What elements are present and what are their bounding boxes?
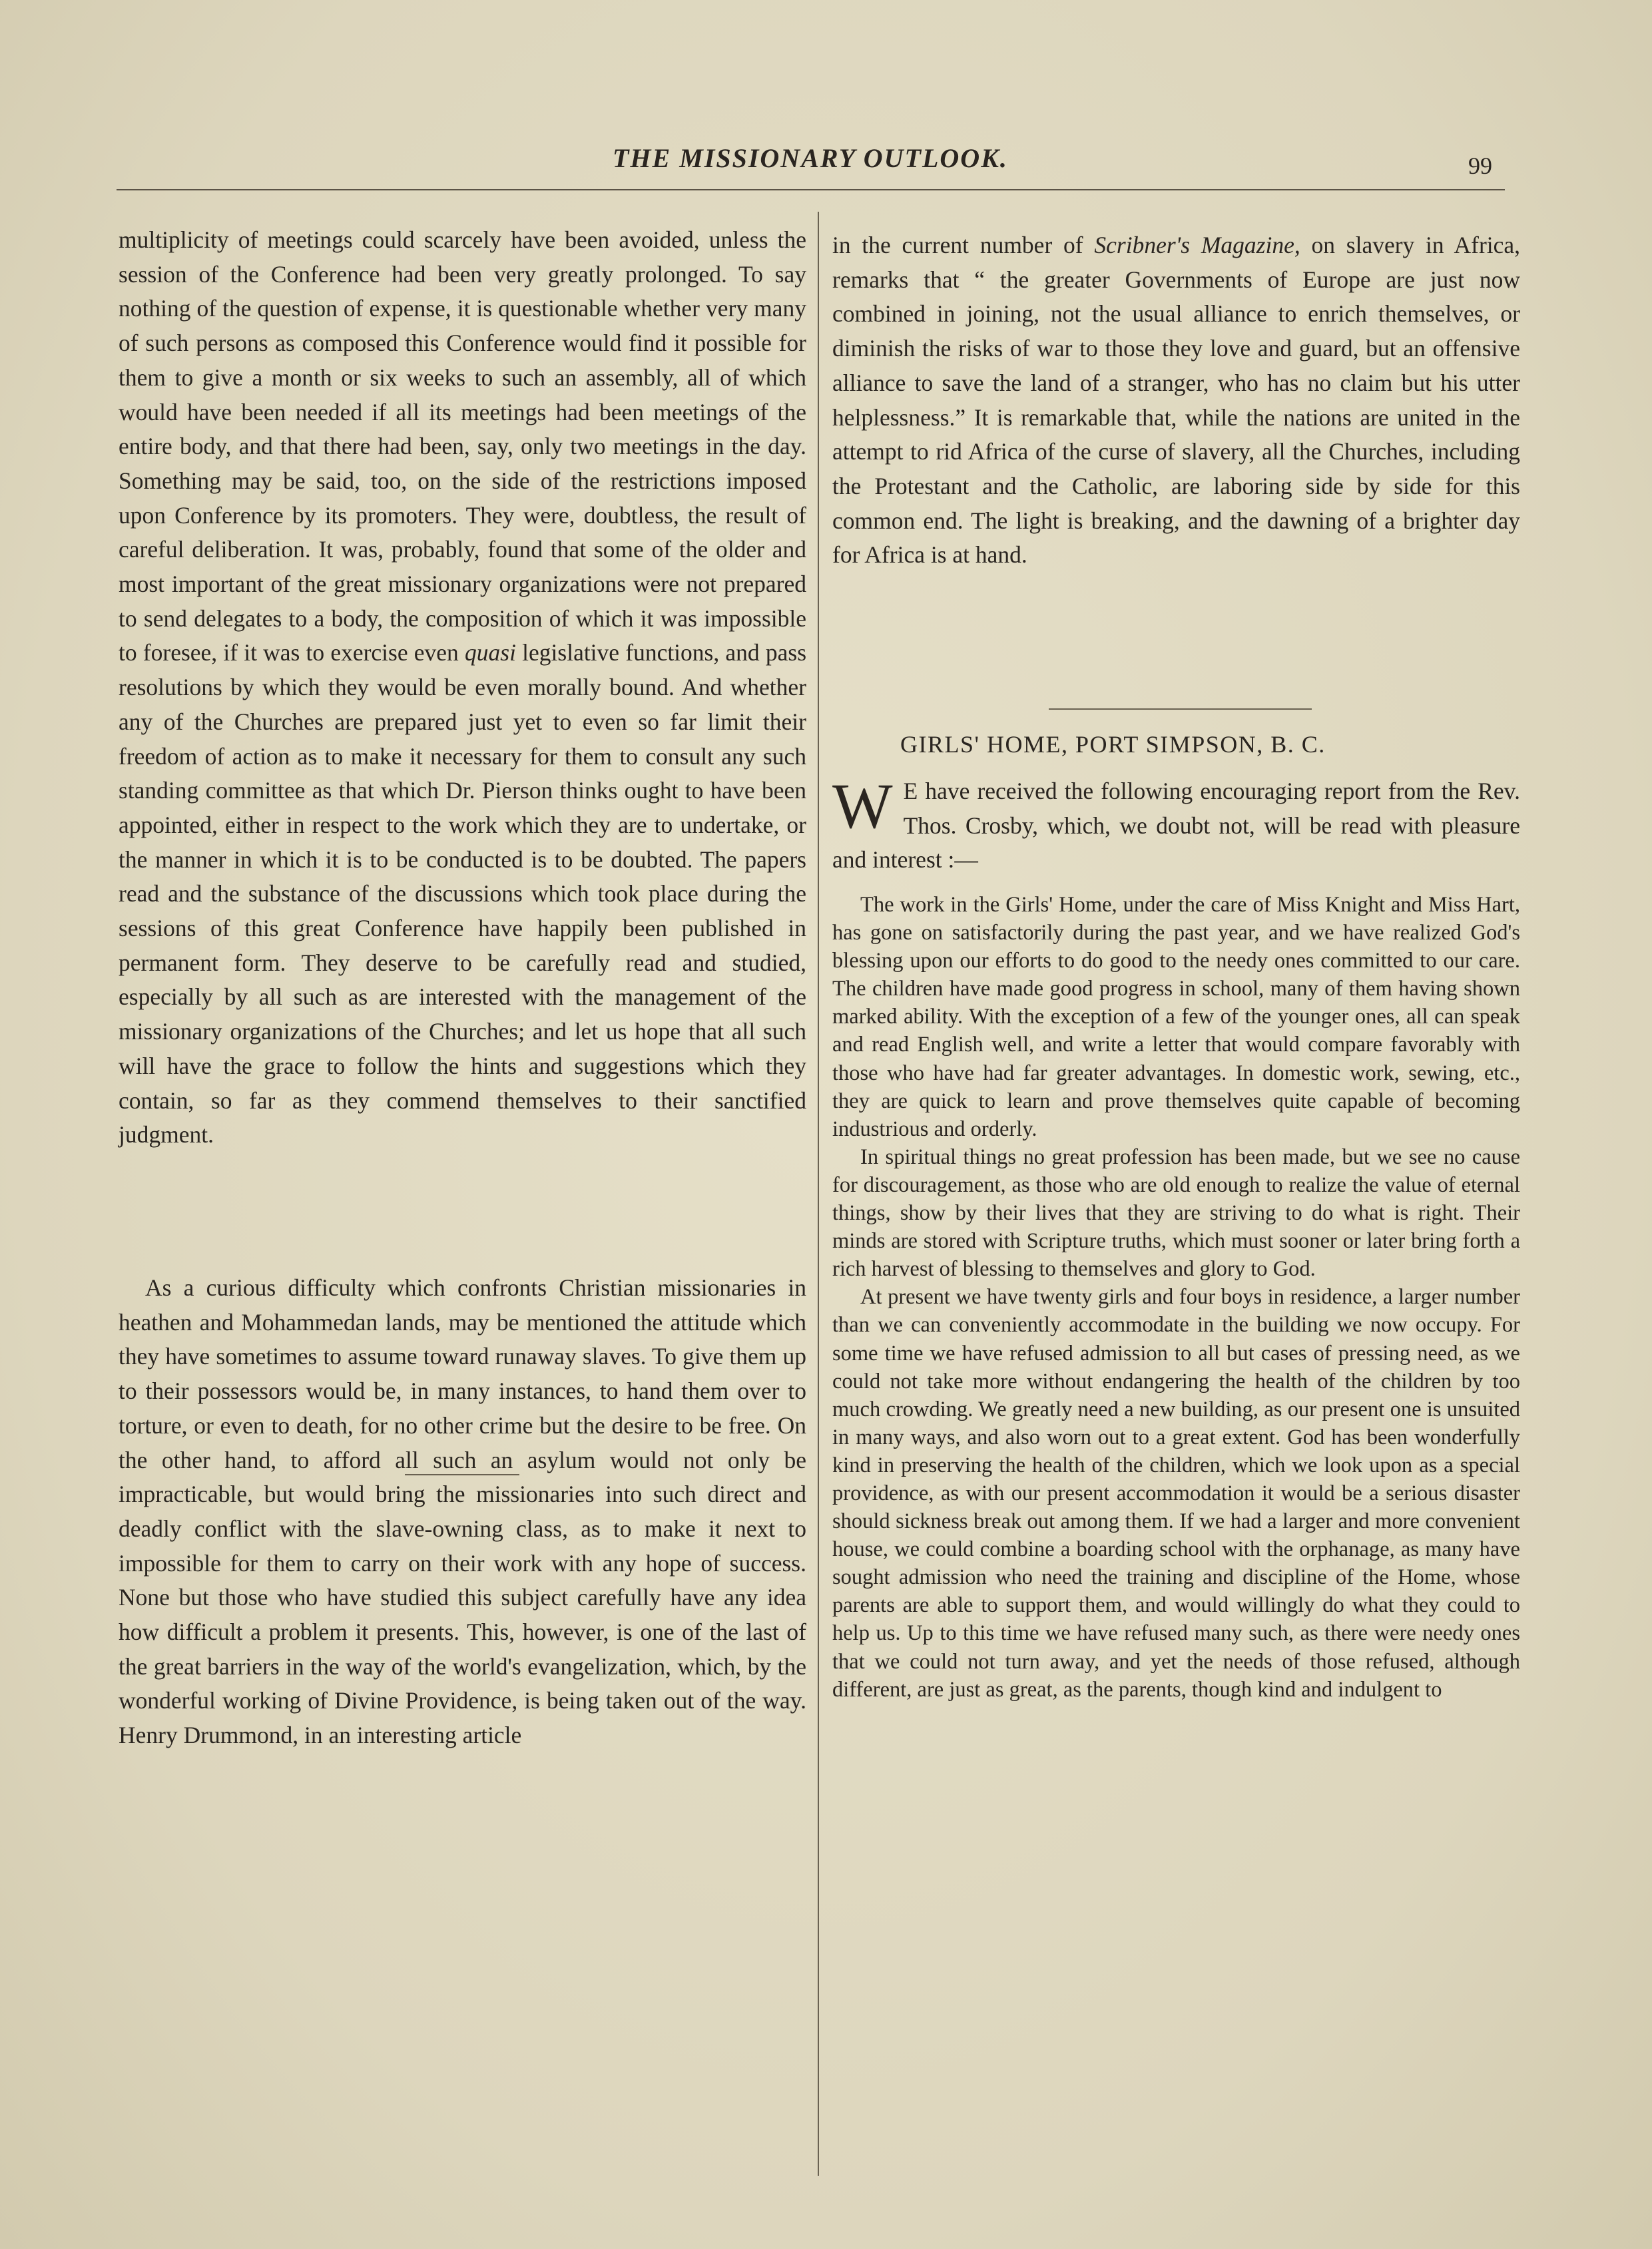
right-column-continuation: [832, 228, 1520, 573]
report-paragraph: In spiritual things no great profession has been made, but we see no cause for discouragement, as those who are old enough to realize the value of eternal things, show by their lives that they are striving to do what is right. Their minds are stored with Scripture truths, which must sooner or later bring forth a rich harvest of blessing to themselves and glory to God.: [832, 1144, 1520, 1282]
conference-paragraph: [119, 223, 806, 1152]
running-head-title: THE MISSIONARY OUTLOOK.: [613, 143, 1008, 173]
section-separator-left: [405, 1474, 519, 1475]
dropcap-letter: W: [832, 770, 893, 842]
intro-paragraph: [832, 770, 1520, 877]
continuation-text-end: on slavery in Africa, remarks that “ the greater Governments of Europe are just now combined in joining, not the usual alliance to enrich themselves, or diminish the risks of war to those they love and guard, but an offensive alliance to save the land of a stranger, who has no claim but his utter helplessness.” It is remarkable that, while the nations are united in the attempt to rid Africa of the curse of slavery, all the Churches, including the Protestant and the Catholic, are laboring side by side for this common end. The light is breaking, and the dawning of a brighter day for Africa is at hand.: [832, 232, 1521, 569]
slavery-continuation-paragraph: [832, 228, 1520, 573]
report-intro: [832, 770, 1520, 877]
section-separator-right: [1049, 708, 1312, 710]
page-number: 99: [1468, 152, 1492, 179]
intro-text: E have received the following encouraging report from the Rev. Thos. Crosby, which, we doubt not, will be read with pleasure and interest :—: [832, 778, 1520, 874]
column-divider: [818, 212, 819, 2176]
slavery-paragraph: As a curious difficulty which confronts Christian missionaries in heathen and Mohammedan lands, may be mentioned the attitude which they have sometimes to assume toward runaway slaves. To give them up to their possessors would be, in many instances, to hand them over to torture, or even to death, for no other crime but the desire to be free. On the other hand, to afford all such an asylum would not only be impracticable, but would bring the missionaries into such direct and deadly conflict with the slave-owning class, as to make it next to impossible for them to carry on their work with any hope of success. None but those who have studied this subject carefully have any idea how difficult a problem it presents. This, however, is one of the last of the great barriers in the way of the world's evangelization, which, by the wonderful working of Divine Providence, is being taken out of the way. Henry Drummond, in an interesting article: [119, 1274, 806, 1749]
report-paragraph: At present we have twenty girls and four boys in residence, a larger number than we can conveniently accommodate in the building we now occupy. For some time we have refused admission to all but cases of pressing need, as we could not take more without endangering the health of the children by too much crowding. We greatly need a new building, as our present one is unsuited in many ways, and also worn out to a great extent. God has been wonderfully kind in preserving the health of the children, which we look upon as a special providence, as with our present accommodation it would be a serious disaster should sickness break out among them. If we had a larger and more convenient house, we could combine a boarding school with the orphanage, as many have sought admission who need the training and discipline of the Home, whose parents are able to support them, and would willingly do what they could to help us. Up to this time we have refused many such, as there were needy ones that we could not turn away, and yet the needs of those refused, although different, are just as great, as the parents, though kind and indulgent to: [832, 1285, 1520, 1702]
italic-quasi: quasi: [465, 639, 516, 666]
report-body: [832, 891, 1520, 1704]
italic-magazine-title: Scribner's Magazine,: [1094, 232, 1300, 258]
header-rule: [117, 189, 1505, 190]
continuation-text-start: in the current number of: [832, 232, 1083, 258]
girls-home-heading: GIRLS' HOME, PORT SIMPSON, B. C.: [900, 731, 1326, 758]
left-column: [119, 223, 806, 1753]
conference-text-end: legislative functions, and pass resolutions by which they would be even morally bound. And whether any of the Churches are prepared just yet to even so far limit their freedom of action as to make it necessary for them to consult any such standing committee as that which Dr. Pierson thinks ought to have been appointed, either in respect to the work which they are to undertake, or the manner in which it is to be conducted is to be doubted. The papers read and the substance of the discussions which took place during the sessions of this great Conference have happily been published in permanent form. They deserve to be carefully read and studied, especially by all such as are interested with the management of the missionary organizations of the Churches; and let us hope that all such will have the grace to follow the hints and suggestions which they contain, so far as they commend themselves to their sanctified judgment.: [119, 639, 807, 1148]
conference-text: multiplicity of meetings could scarcely have been avoided, unless the session of the Conference had been very greatly prolonged. To say nothing of the question of expense, it is questionable whether very many of such persons as composed this Conference would find it possible for them to give a month or six weeks to such an assembly, all of which would have been needed if all its meetings had been meetings of the entire body, and that there had been, say, only two meetings in the day. Something may be said, too, on the side of the restrictions imposed upon Conference by its promoters. They were, doubtless, the result of careful deliberation. It was, probably, found that some of the older and most important of the great missionary organizations were not prepared to send delegates to a body, the composition of which it was impossible to foresee, if it was to exercise even: [119, 226, 806, 666]
report-paragraph: The work in the Girls' Home, under the care of Miss Knight and Miss Hart, has gone on satisfactorily during the past year, and we have realized God's blessing upon our efforts to do good to the needy ones committed to our care. The children have made good progress in school, many of them having shown marked ability. With the exception of a few of the younger ones, all can speak and read English well, and write a letter that would compare favorably with those who have had far greater advantages. In domestic work, sewing, etc., they are quick to learn and prove themselves quite capable of becoming industrious and orderly.: [832, 893, 1520, 1141]
